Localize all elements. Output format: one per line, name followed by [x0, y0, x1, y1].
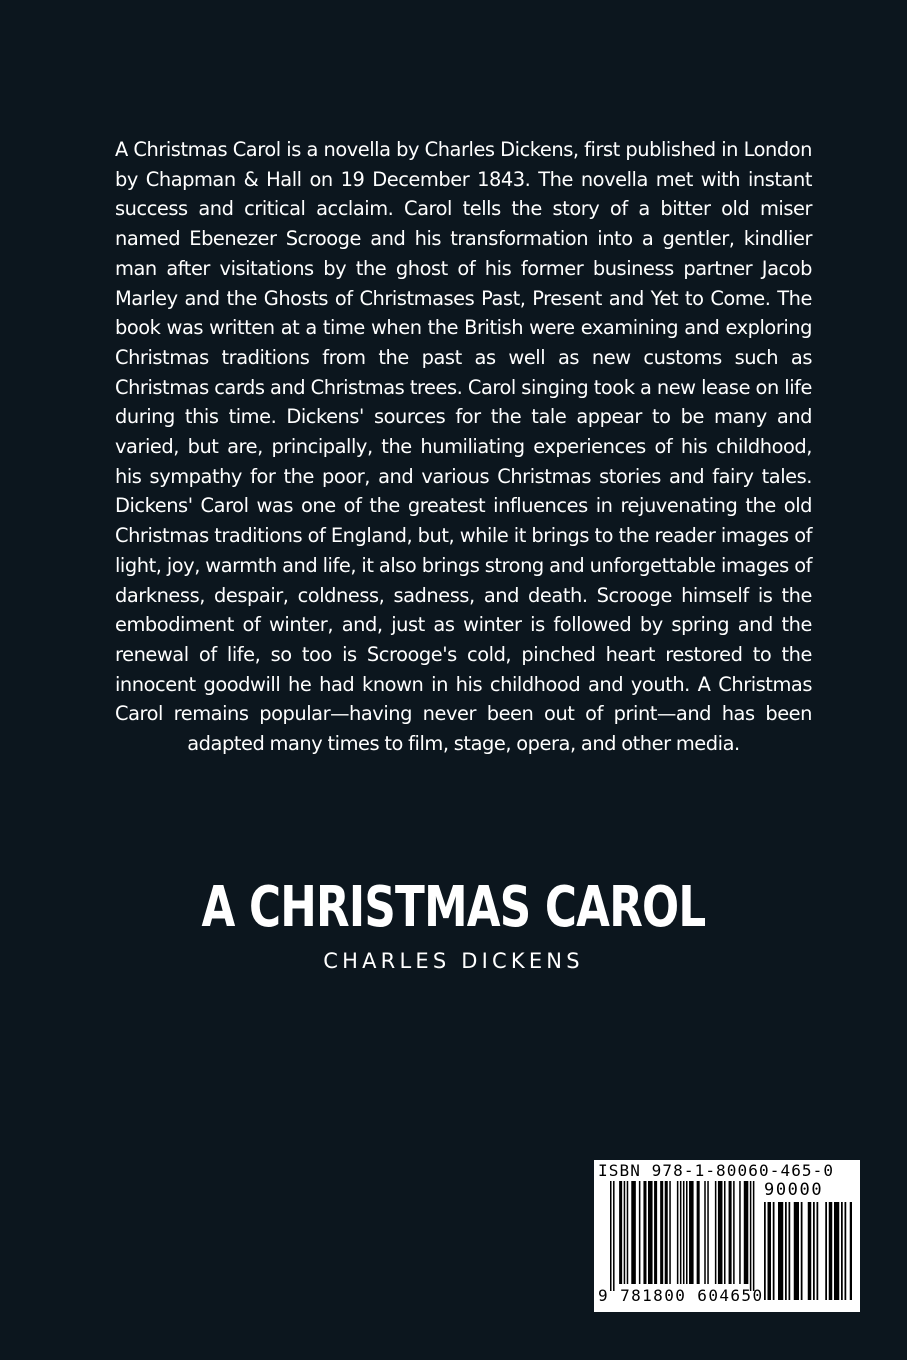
book-author: CHARLES DICKENS [323, 949, 584, 973]
ean-barcode-bars [610, 1181, 760, 1291]
isbn-barcode [594, 1160, 860, 1312]
price-code: 90000 [764, 1180, 824, 1200]
addon-barcode-bars [764, 1202, 852, 1300]
back-cover-blurb: A Christmas Carol is a novella by Charles Dickens, first published in London by Chapman & Hall on 19 December 1843. The novella met with instant success and critical acclaim. Carol tells the story of a bitter old miser named Ebenezer Scrooge and his transformation into a gentler, kindlier man after visitations by the ghost of his former business partner Jacob Marley and the Ghosts of Christmases Past, Present and Yet to Come. The book was written at a time when the British were examining and exploring Christmas traditions from the past as well as new customs such as Christmas cards and Christmas trees. Carol singing took a new lease on life during this time. Dickens' sources for the tale appear to be many and varied, but are, principally, the humiliating experiences of his childhood, his sympathy for the poor, and various Christmas stories and fairy tales. Dickens' Carol was one of the greatest influences in rejuvenating the old Christmas traditions of England, but, while it brings to the reader images of light, joy, warmth and life, it also brings strong and unforgettable images of darkness, despair, coldness, sadness, and death. Scrooge himself is the embodiment of winter, and, just as winter is followed by spring and the renewal of life, so too is Scrooge's cold, pinched heart restored to the innocent goodwill he had known in his childhood and youth. A Christmas Carol remains popular—having never been out of print—and has been adapted many times to film, stage, opera, and other media. [115, 138, 812, 756]
isbn-label: ISBN 978-1-80060-465-0 [598, 1161, 835, 1180]
ean-digits: 9 781800 604650 [598, 1286, 764, 1305]
book-title: A CHRISTMAS CAROL [201, 875, 706, 940]
